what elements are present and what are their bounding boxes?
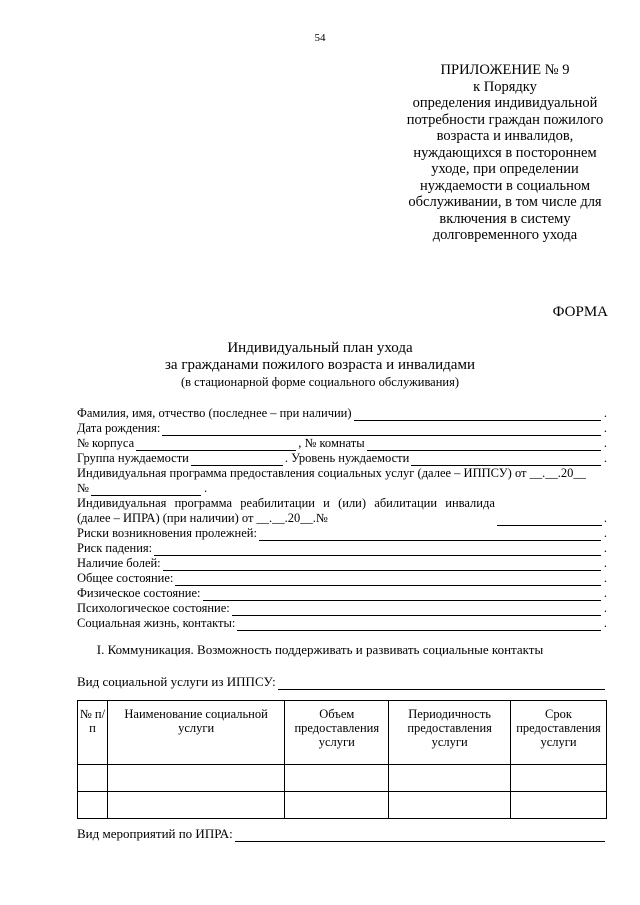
ipra-measures-blank[interactable] bbox=[235, 830, 605, 842]
services-table bbox=[77, 700, 607, 819]
general-state-row: Общее состояние: . bbox=[77, 571, 607, 585]
appendix-line: возраста и инвалидов, bbox=[436, 128, 574, 144]
col-frequency-header: Периодичность предоставления услуги bbox=[389, 701, 511, 765]
personal-fields bbox=[77, 406, 607, 631]
building-blank[interactable] bbox=[136, 439, 296, 451]
table-header-row bbox=[78, 701, 607, 765]
table-cell[interactable] bbox=[511, 765, 607, 792]
psych-state-blank[interactable] bbox=[232, 604, 601, 616]
ippsu-number-blank[interactable] bbox=[91, 484, 201, 496]
col-volume-header: Объем предоставления услуги bbox=[285, 701, 389, 765]
fall-risk-row: Риск падения: . bbox=[77, 541, 607, 555]
ippsu-number-label: № bbox=[77, 481, 89, 495]
title-line-1: Индивидуальный план ухода bbox=[227, 340, 413, 356]
ipra-measures-label: Вид мероприятий по ИПРА: bbox=[77, 826, 233, 841]
social-life-label: Социальная жизнь, контакты: bbox=[77, 616, 236, 630]
building-label: № корпуса bbox=[77, 436, 135, 450]
psych-state-row: Психологическое состояние: . bbox=[77, 601, 607, 615]
physical-state-row: Физическое состояние: . bbox=[77, 586, 607, 600]
ipra-row: Индивидуальная программа реабилитации и (или) абилитации инвалида (далее – ИПРА) (при наличии) от __.__.20__.№ . bbox=[77, 496, 607, 525]
table-cell[interactable] bbox=[389, 792, 511, 819]
service-type-label: Вид социальной услуги из ИППСУ: bbox=[77, 674, 276, 689]
need-group-label: Группа нуждаемости bbox=[77, 451, 189, 465]
pain-label: Наличие болей: bbox=[77, 556, 161, 570]
col-number-header: № п/п bbox=[78, 701, 108, 765]
service-type-row bbox=[77, 674, 607, 690]
ippsu-number-row: № . bbox=[77, 481, 208, 495]
page-number: 54 bbox=[314, 32, 326, 44]
need-row: Группа нуждаемости . Уровень нуждаемости . bbox=[77, 451, 607, 465]
fall-risk-blank[interactable] bbox=[154, 544, 601, 556]
physical-state-blank[interactable] bbox=[203, 589, 601, 601]
appendix-block bbox=[385, 62, 625, 244]
appendix-line: нуждаемости в социальном bbox=[419, 177, 591, 194]
appendix-line: потребности граждан пожилого bbox=[406, 111, 604, 128]
appendix-line: нуждающихся в постороннем bbox=[413, 144, 597, 161]
table-cell[interactable] bbox=[285, 765, 389, 792]
fio-label: Фамилия, имя, отчество (последнее – при наличии) bbox=[77, 406, 352, 420]
table-cell[interactable] bbox=[78, 765, 108, 792]
fio-blank[interactable] bbox=[354, 409, 601, 421]
social-life-row: Социальная жизнь, контакты: . bbox=[77, 616, 607, 630]
col-service-name-header: Наименование социальной услуги bbox=[107, 701, 284, 765]
psych-state-label: Психологическое состояние: bbox=[77, 601, 230, 615]
birth-date-label: Дата рождения: bbox=[77, 421, 161, 435]
general-state-label: Общее состояние: bbox=[77, 571, 174, 585]
table-cell[interactable] bbox=[107, 792, 284, 819]
bedsores-row: Риски возникновения пролежней: . bbox=[77, 526, 607, 540]
appendix-title: ПРИЛОЖЕНИЕ № 9 bbox=[440, 62, 570, 78]
appendix-line: к Порядку bbox=[473, 78, 537, 95]
bedsores-blank[interactable] bbox=[259, 529, 601, 541]
need-level-blank[interactable] bbox=[411, 454, 601, 466]
ipra-measures-row bbox=[77, 826, 607, 842]
appendix-line: обслуживании, в том числе для bbox=[408, 194, 602, 210]
need-level-label: . Уровень нуждаемости bbox=[284, 451, 410, 465]
ippsu-label: Индивидуальная программа предоставления социальных услуг (далее – ИППСУ) от __.__.20__ bbox=[77, 466, 586, 480]
ipra-number-blank[interactable] bbox=[497, 514, 602, 526]
ipra-label: Индивидуальная программа реабилитации и (или) абилитации инвалида (далее – ИПРА) (при наличии) от __.__.20__.№ bbox=[77, 496, 495, 525]
birth-date-blank[interactable] bbox=[162, 424, 601, 436]
title-line-3: (в стационарной форме социального обслуживания) bbox=[180, 375, 460, 389]
physical-state-label: Физическое состояние: bbox=[77, 586, 201, 600]
table-row bbox=[78, 792, 607, 819]
service-type-blank[interactable] bbox=[278, 678, 605, 690]
fio-row: Фамилия, имя, отчество (последнее – при наличии) . bbox=[77, 406, 607, 420]
social-life-blank[interactable] bbox=[237, 619, 601, 631]
building-room-row: № корпуса , № комнаты . bbox=[77, 436, 607, 450]
pain-blank[interactable] bbox=[163, 559, 601, 571]
table-cell[interactable] bbox=[389, 765, 511, 792]
document-title bbox=[0, 340, 640, 391]
need-group-blank[interactable] bbox=[191, 454, 283, 466]
table-row bbox=[78, 765, 607, 792]
col-term-header: Срок предоставления услуги bbox=[511, 701, 607, 765]
pain-row: Наличие болей: . bbox=[77, 556, 607, 570]
section-heading: I. Коммуникация. Возможность поддерживать и развивать социальные контакты bbox=[96, 642, 544, 657]
table-cell[interactable] bbox=[511, 792, 607, 819]
table-cell[interactable] bbox=[78, 792, 108, 819]
title-line-2: за гражданами пожилого возраста и инвалидами bbox=[164, 357, 475, 373]
bedsores-label: Риски возникновения пролежней: bbox=[77, 526, 257, 540]
ippsu-row bbox=[77, 466, 607, 481]
table-cell[interactable] bbox=[107, 765, 284, 792]
room-label: , № комнаты bbox=[298, 436, 365, 450]
general-state-blank[interactable] bbox=[175, 574, 601, 586]
appendix-line: долговременного ухода bbox=[432, 227, 578, 243]
birth-date-row: Дата рождения: . bbox=[77, 421, 607, 435]
fall-risk-label: Риск падения: bbox=[77, 541, 153, 555]
table-cell[interactable] bbox=[285, 792, 389, 819]
room-blank[interactable] bbox=[367, 439, 601, 451]
appendix-line: включения в систему bbox=[439, 210, 571, 227]
appendix-line: уходе, при определении bbox=[431, 161, 579, 177]
appendix-line: определения индивидуальной bbox=[412, 95, 598, 111]
form-label: ФОРМА bbox=[552, 304, 608, 320]
